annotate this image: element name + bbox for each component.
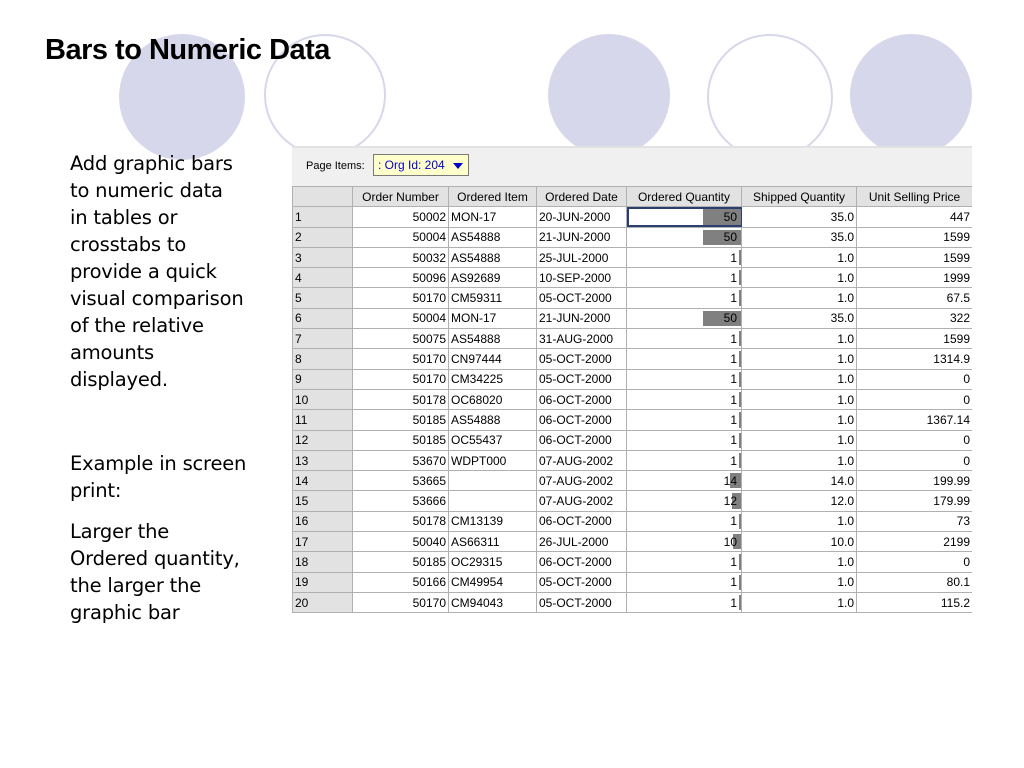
unit-selling-price-cell[interactable]: 0 <box>857 450 973 470</box>
ordered-quantity-cell[interactable] <box>627 572 742 592</box>
ordered-date-cell[interactable]: 25-JUL-2000 <box>537 247 627 267</box>
slide-title: Bars to Numeric Data <box>45 34 330 66</box>
quantity-value: 1 <box>730 291 737 306</box>
shipped-quantity-cell[interactable]: 1.0 <box>742 329 857 349</box>
column-header[interactable]: Ordered Quantity <box>627 187 742 207</box>
ordered-quantity-cell[interactable] <box>627 450 742 470</box>
org-id-value: : Org Id: 204 <box>378 158 445 172</box>
ordered-quantity-cell[interactable] <box>627 592 742 612</box>
quantity-bar <box>739 250 741 265</box>
shipped-quantity-cell[interactable]: 1.0 <box>742 349 857 369</box>
unit-selling-price-cell[interactable]: 80.1 <box>857 572 973 592</box>
ordered-item-cell[interactable]: CM94043 <box>449 592 537 612</box>
order-number-cell[interactable]: 50178 <box>353 389 449 409</box>
unit-selling-price-cell[interactable]: 115.2 <box>857 592 973 612</box>
table-row[interactable] <box>293 552 973 572</box>
ordered-date-cell[interactable]: 31-AUG-2000 <box>537 329 627 349</box>
quantity-bar <box>739 290 741 305</box>
quantity-bar <box>739 433 741 448</box>
ordered-quantity-cell[interactable] <box>627 491 742 511</box>
ordered-date-cell[interactable]: 05-OCT-2000 <box>537 288 627 308</box>
table-header-row <box>293 187 973 207</box>
table-row[interactable] <box>293 389 973 409</box>
ordered-date-cell[interactable]: 07-AUG-2002 <box>537 450 627 470</box>
ordered-item-cell[interactable]: MON-17 <box>449 207 537 227</box>
order-number-cell[interactable]: 50170 <box>353 288 449 308</box>
ordered-item-cell[interactable]: AS54888 <box>449 227 537 247</box>
ordered-date-cell[interactable]: 10-SEP-2000 <box>537 268 627 288</box>
ordered-quantity-cell[interactable] <box>627 349 742 369</box>
unit-selling-price-cell[interactable]: 447 <box>857 207 973 227</box>
table-row[interactable] <box>293 572 973 592</box>
ordered-quantity-cell[interactable] <box>627 552 742 572</box>
results-table <box>292 186 972 613</box>
ordered-quantity-cell[interactable] <box>627 471 742 491</box>
ordered-date-cell[interactable]: 05-OCT-2000 <box>537 369 627 389</box>
shipped-quantity-cell[interactable]: 1.0 <box>742 572 857 592</box>
shipped-quantity-cell[interactable]: 35.0 <box>742 207 857 227</box>
unit-selling-price-cell[interactable]: 322 <box>857 308 973 328</box>
order-number-cell[interactable]: 50185 <box>353 430 449 450</box>
column-header[interactable]: Order Number <box>353 187 449 207</box>
order-number-cell[interactable]: 50004 <box>353 308 449 328</box>
ordered-quantity-cell[interactable] <box>627 532 742 552</box>
column-header[interactable]: Shipped Quantity <box>742 187 857 207</box>
ordered-item-cell[interactable] <box>449 491 537 511</box>
ordered-item-cell[interactable]: AS66311 <box>449 532 537 552</box>
quantity-value: 1 <box>730 575 737 590</box>
order-number-cell[interactable]: 50185 <box>353 410 449 430</box>
ordered-item-cell[interactable]: CM59311 <box>449 288 537 308</box>
ordered-date-cell[interactable]: 20-JUN-2000 <box>537 207 627 227</box>
order-number-cell[interactable]: 53670 <box>353 450 449 470</box>
quantity-value: 1 <box>730 392 737 407</box>
ordered-date-cell[interactable]: 06-OCT-2000 <box>537 389 627 409</box>
shipped-quantity-cell[interactable]: 35.0 <box>742 308 857 328</box>
ordered-item-cell[interactable]: CM49954 <box>449 572 537 592</box>
ordered-quantity-cell[interactable] <box>627 430 742 450</box>
order-number-cell[interactable]: 53666 <box>353 491 449 511</box>
quantity-value: 1 <box>730 270 737 285</box>
shipped-quantity-cell[interactable]: 1.0 <box>742 247 857 267</box>
unit-selling-price-cell[interactable]: 0 <box>857 369 973 389</box>
decorative-circle <box>548 34 670 156</box>
ordered-date-cell[interactable]: 06-OCT-2000 <box>537 511 627 531</box>
body-paragraph: Example in screen print: <box>70 452 247 502</box>
table-row[interactable] <box>293 430 973 450</box>
quantity-value: 1 <box>730 372 737 387</box>
unit-selling-price-cell[interactable]: 179.99 <box>857 491 973 511</box>
table-row[interactable] <box>293 227 973 247</box>
unit-selling-price-cell[interactable]: 0 <box>857 430 973 450</box>
quantity-bar <box>739 595 741 610</box>
row-number-cell[interactable]: 18 <box>293 552 353 572</box>
ordered-date-cell[interactable]: 05-OCT-2000 <box>537 349 627 369</box>
quantity-value: 10 <box>723 534 737 549</box>
quantity-bar <box>739 575 741 590</box>
row-number-cell[interactable]: 12 <box>293 430 353 450</box>
order-number-cell[interactable]: 50178 <box>353 511 449 531</box>
table-row[interactable] <box>293 308 973 328</box>
dropdown-arrow-icon[interactable] <box>453 163 463 169</box>
quantity-bar <box>739 372 741 387</box>
quantity-value: 1 <box>730 514 737 529</box>
ordered-item-cell[interactable]: CM34225 <box>449 369 537 389</box>
table-row[interactable] <box>293 288 973 308</box>
shipped-quantity-cell[interactable]: 1.0 <box>742 389 857 409</box>
body-paragraph: Larger the Ordered quantity, the larger the graphic bar <box>70 520 240 624</box>
table-row[interactable] <box>293 329 973 349</box>
row-number-cell[interactable]: 9 <box>293 369 353 389</box>
order-number-cell[interactable]: 50075 <box>353 329 449 349</box>
quantity-bar <box>739 331 741 346</box>
order-number-cell[interactable]: 50185 <box>353 552 449 572</box>
quantity-bar <box>739 453 741 468</box>
unit-selling-price-cell[interactable]: 1314.9 <box>857 349 973 369</box>
ordered-date-cell[interactable]: 06-OCT-2000 <box>537 410 627 430</box>
column-header[interactable]: Ordered Item <box>449 187 537 207</box>
order-number-cell[interactable]: 50170 <box>353 592 449 612</box>
quantity-bar <box>739 351 741 366</box>
quantity-value: 50 <box>723 209 737 224</box>
row-number-cell[interactable]: 14 <box>293 471 353 491</box>
ordered-quantity-cell[interactable] <box>627 410 742 430</box>
decorative-circle <box>850 34 972 156</box>
order-number-cell[interactable]: 53665 <box>353 471 449 491</box>
ordered-item-cell[interactable]: AS54888 <box>449 410 537 430</box>
ordered-date-cell[interactable]: 26-JUL-2000 <box>537 532 627 552</box>
row-number-cell[interactable]: 13 <box>293 450 353 470</box>
unit-selling-price-cell[interactable]: 199.99 <box>857 471 973 491</box>
shipped-quantity-cell[interactable]: 10.0 <box>742 532 857 552</box>
table-row[interactable] <box>293 592 973 612</box>
table-row[interactable] <box>293 511 973 531</box>
row-number-cell[interactable]: 10 <box>293 389 353 409</box>
body-paragraph: Add graphic bars to numeric data in tables or crosstabs to provide a quick visual comparison of the relative amounts displayed. <box>70 152 244 391</box>
shipped-quantity-cell[interactable]: 1.0 <box>742 511 857 531</box>
unit-selling-price-cell[interactable]: 1367.14 <box>857 410 973 430</box>
table-row[interactable] <box>293 207 973 227</box>
shipped-quantity-cell[interactable]: 1.0 <box>742 369 857 389</box>
quantity-bar <box>739 412 741 427</box>
order-number-cell[interactable]: 50096 <box>353 268 449 288</box>
order-number-cell[interactable]: 50170 <box>353 349 449 369</box>
table-row[interactable] <box>293 471 973 491</box>
ordered-item-cell[interactable]: WDPT000 <box>449 450 537 470</box>
quantity-value: 1 <box>730 595 737 610</box>
ordered-item-cell[interactable]: AS92689 <box>449 268 537 288</box>
ordered-quantity-cell[interactable] <box>627 268 742 288</box>
ordered-date-cell[interactable]: 21-JUN-2000 <box>537 227 627 247</box>
unit-selling-price-cell[interactable]: 1599 <box>857 227 973 247</box>
table-row[interactable] <box>293 491 973 511</box>
ordered-quantity-cell[interactable] <box>627 308 742 328</box>
quantity-bar <box>739 554 741 569</box>
ordered-quantity-cell[interactable] <box>627 207 742 227</box>
ordered-date-cell[interactable]: 07-AUG-2002 <box>537 471 627 491</box>
quantity-value: 1 <box>730 412 737 427</box>
quantity-value: 14 <box>723 473 737 488</box>
table-row[interactable] <box>293 247 973 267</box>
row-number-cell[interactable]: 16 <box>293 511 353 531</box>
quantity-value: 1 <box>730 554 737 569</box>
column-header[interactable]: Unit Selling Price <box>857 187 973 207</box>
order-number-cell[interactable]: 50002 <box>353 207 449 227</box>
shipped-quantity-cell[interactable]: 1.0 <box>742 450 857 470</box>
ordered-quantity-cell[interactable] <box>627 227 742 247</box>
ordered-date-cell[interactable]: 05-OCT-2000 <box>537 592 627 612</box>
ordered-quantity-cell[interactable] <box>627 247 742 267</box>
row-number-cell[interactable]: 2 <box>293 227 353 247</box>
table-row[interactable] <box>293 268 973 288</box>
row-number-cell[interactable]: 15 <box>293 491 353 511</box>
quantity-bar <box>739 514 741 529</box>
unit-selling-price-cell[interactable]: 0 <box>857 552 973 572</box>
row-number-cell[interactable]: 17 <box>293 532 353 552</box>
ordered-item-cell[interactable]: CN97444 <box>449 349 537 369</box>
ordered-item-cell[interactable]: AS54888 <box>449 247 537 267</box>
shipped-quantity-cell[interactable]: 1.0 <box>742 592 857 612</box>
row-number-cell[interactable]: 1 <box>293 207 353 227</box>
ordered-quantity-cell[interactable] <box>627 389 742 409</box>
quantity-bar <box>739 270 741 285</box>
row-number-cell[interactable]: 4 <box>293 268 353 288</box>
org-id-dropdown[interactable] <box>373 154 469 176</box>
quantity-value: 1 <box>730 250 737 265</box>
ordered-date-cell[interactable]: 06-OCT-2000 <box>537 430 627 450</box>
decorative-circle-outline <box>707 34 833 160</box>
quantity-value: 1 <box>730 352 737 367</box>
row-number-cell[interactable]: 19 <box>293 572 353 592</box>
order-number-cell[interactable]: 50032 <box>353 247 449 267</box>
order-number-cell[interactable]: 50170 <box>353 369 449 389</box>
page-items-label: Page Items: <box>306 160 365 172</box>
row-number-cell[interactable]: 8 <box>293 349 353 369</box>
ordered-item-cell[interactable]: OC55437 <box>449 430 537 450</box>
order-number-cell[interactable]: 50004 <box>353 227 449 247</box>
quantity-value: 50 <box>723 311 737 326</box>
ordered-date-cell[interactable]: 06-OCT-2000 <box>537 552 627 572</box>
ordered-date-cell[interactable]: 21-JUN-2000 <box>537 308 627 328</box>
ordered-item-cell[interactable]: OC29315 <box>449 552 537 572</box>
row-number-cell[interactable]: 7 <box>293 329 353 349</box>
ordered-quantity-cell[interactable] <box>627 369 742 389</box>
row-number-cell[interactable]: 11 <box>293 410 353 430</box>
table-row[interactable] <box>293 450 973 470</box>
shipped-quantity-cell[interactable]: 1.0 <box>742 552 857 572</box>
ordered-item-cell[interactable] <box>449 471 537 491</box>
unit-selling-price-cell[interactable]: 2199 <box>857 532 973 552</box>
shipped-quantity-cell[interactable]: 1.0 <box>742 288 857 308</box>
ordered-quantity-cell[interactable] <box>627 511 742 531</box>
row-number-cell[interactable]: 6 <box>293 308 353 328</box>
shipped-quantity-cell[interactable]: 35.0 <box>742 227 857 247</box>
shipped-quantity-cell[interactable]: 1.0 <box>742 410 857 430</box>
screen-print-panel <box>292 146 972 632</box>
table-row[interactable] <box>293 349 973 369</box>
unit-selling-price-cell[interactable]: 1999 <box>857 268 973 288</box>
unit-selling-price-cell[interactable]: 67.5 <box>857 288 973 308</box>
quantity-value: 1 <box>730 433 737 448</box>
ordered-item-cell[interactable]: CM13139 <box>449 511 537 531</box>
ordered-date-cell[interactable]: 07-AUG-2002 <box>537 491 627 511</box>
unit-selling-price-cell[interactable]: 1599 <box>857 329 973 349</box>
column-header[interactable]: Ordered Date <box>537 187 627 207</box>
quantity-value: 1 <box>730 331 737 346</box>
ordered-item-cell[interactable]: MON-17 <box>449 308 537 328</box>
quantity-value: 50 <box>723 230 737 245</box>
table-row[interactable] <box>293 410 973 430</box>
quantity-value: 12 <box>723 494 737 509</box>
ordered-item-cell[interactable]: OC68020 <box>449 389 537 409</box>
row-number-cell[interactable]: 5 <box>293 288 353 308</box>
ordered-item-cell[interactable]: AS54888 <box>449 329 537 349</box>
row-number-cell[interactable]: 3 <box>293 247 353 267</box>
unit-selling-price-cell[interactable]: 0 <box>857 389 973 409</box>
page-items-bar <box>292 146 972 186</box>
quantity-bar <box>739 392 741 407</box>
table-row[interactable] <box>293 532 973 552</box>
shipped-quantity-cell[interactable]: 1.0 <box>742 430 857 450</box>
shipped-quantity-cell[interactable]: 12.0 <box>742 491 857 511</box>
ordered-date-cell[interactable]: 05-OCT-2000 <box>537 572 627 592</box>
shipped-quantity-cell[interactable]: 14.0 <box>742 471 857 491</box>
order-number-cell[interactable]: 50166 <box>353 572 449 592</box>
shipped-quantity-cell[interactable]: 1.0 <box>742 268 857 288</box>
unit-selling-price-cell[interactable]: 1599 <box>857 247 973 267</box>
unit-selling-price-cell[interactable]: 73 <box>857 511 973 531</box>
corner-header <box>293 187 353 207</box>
row-number-cell[interactable]: 20 <box>293 592 353 612</box>
order-number-cell[interactable]: 50040 <box>353 532 449 552</box>
ordered-quantity-cell[interactable] <box>627 288 742 308</box>
quantity-value: 1 <box>730 453 737 468</box>
table-row[interactable] <box>293 369 973 389</box>
ordered-quantity-cell[interactable] <box>627 329 742 349</box>
